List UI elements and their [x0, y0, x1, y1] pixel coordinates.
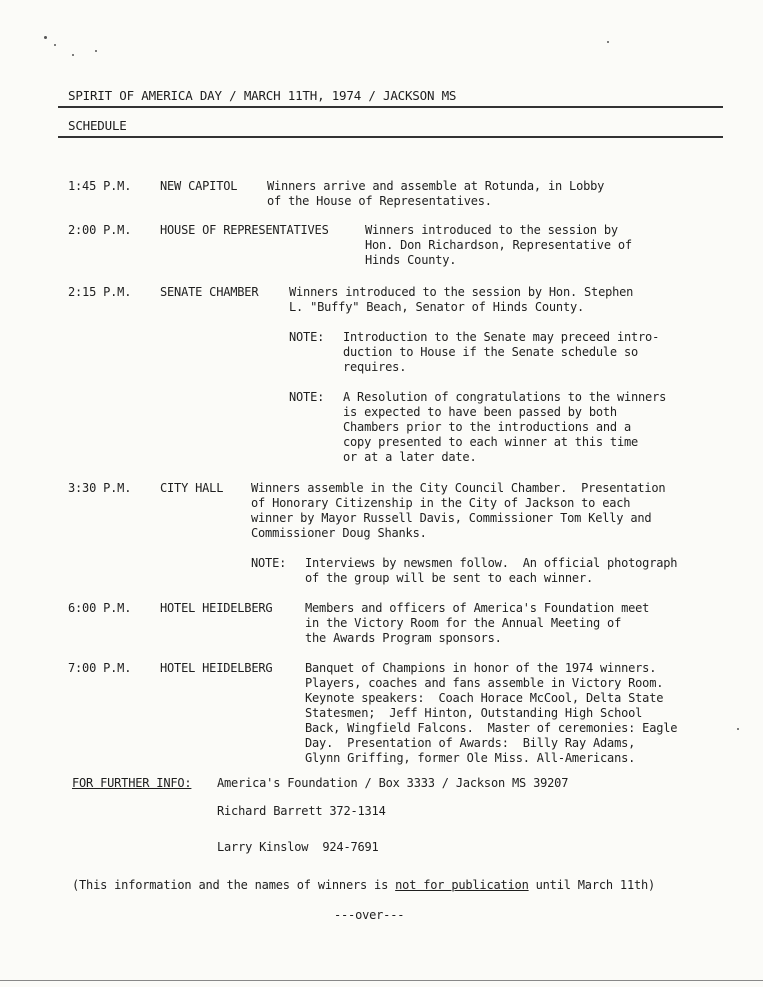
event-line: winner by Mayor Russell Davis, Commissioner Tom Kelly and — [251, 511, 652, 525]
event-place: NEW CAPITOL — [160, 179, 238, 193]
event-line: Back, Wingfield Falcons. Master of ceremonies: Eagle — [305, 721, 678, 735]
title-rule — [58, 106, 723, 108]
note-line: of the group will be sent to each winner. — [305, 571, 594, 585]
event-line: the Awards Program sponsors. — [305, 631, 502, 645]
embargo-text: until March 11th) — [528, 878, 656, 892]
note-label: NOTE: — [289, 330, 325, 344]
event-line: Hon. Don Richardson, Representative of — [365, 238, 632, 252]
event-line: Banquet of Champions in honor of the 1974 winners. — [305, 661, 657, 675]
event-line: of the House of Representatives. — [267, 194, 492, 208]
event-line: Statesmen; Jeff Hinton, Outstanding High School — [305, 706, 643, 720]
further-info-label: FOR FURTHER INFO: — [72, 776, 192, 790]
event-line: of Honorary Citizenship in the City of Jackson to each — [251, 496, 631, 510]
event-place: HOUSE OF REPRESENTATIVES — [160, 223, 329, 237]
scan-speck — [44, 36, 47, 39]
note-line: Introduction to the Senate may preceed intro- — [343, 330, 660, 344]
event-line: Commissioner Doug Shanks. — [251, 526, 427, 540]
event-line: in the Victory Room for the Annual Meeting of — [305, 616, 622, 630]
event-line: Keynote speakers: Coach Horace McCool, Delta State — [305, 691, 664, 705]
scan-speck — [737, 728, 739, 730]
note-label: NOTE: — [289, 390, 325, 404]
embargo-text: (This information and the names of winners is — [72, 878, 396, 892]
event-time: 7:00 P.M. — [68, 661, 132, 675]
event-line: Winners introduced to the session by — [365, 223, 618, 237]
event-line: Members and officers of America's Foundation meet — [305, 601, 650, 615]
event-place: CITY HALL — [160, 481, 224, 495]
event-line: Hinds County. — [365, 253, 457, 267]
page-bottom-edge — [0, 980, 763, 981]
over-marker: ---over--- — [334, 908, 405, 922]
note-line: or at a later date. — [343, 450, 477, 464]
event-line: Winners introduced to the session by Hon. Stephen — [289, 285, 634, 299]
event-line: Winners arrive and assemble at Rotunda, in Lobby — [267, 179, 605, 193]
scan-speck — [54, 44, 56, 46]
document-title: SPIRIT OF AMERICA DAY / MARCH 11TH, 1974 / JACKSON MS — [68, 88, 457, 103]
event-time: 1:45 P.M. — [68, 179, 132, 193]
note-line: duction to House if the Senate schedule so — [343, 345, 639, 359]
note-line: A Resolution of congratulations to the winners — [343, 390, 667, 404]
event-time: 6:00 P.M. — [68, 601, 132, 615]
event-line: Winners assemble in the City Council Chamber. Presentation — [251, 481, 666, 495]
event-line: L. "Buffy" Beach, Senator of Hinds County. — [289, 300, 585, 314]
section-heading: SCHEDULE — [68, 118, 127, 133]
event-place: SENATE CHAMBER — [160, 285, 259, 299]
note-label: NOTE: — [251, 556, 287, 570]
event-line: Players, coaches and fans assemble in Victory Room. — [305, 676, 664, 690]
note-line: requires. — [343, 360, 407, 374]
event-place: HOTEL HEIDELBERG — [160, 601, 273, 615]
contact-line: Richard Barrett 372-1314 — [217, 804, 386, 818]
event-time: 3:30 P.M. — [68, 481, 132, 495]
note-line: Interviews by newsmen follow. An official photograph — [305, 556, 678, 570]
event-place: HOTEL HEIDELBERG — [160, 661, 273, 675]
embargo-emphasis: not for publication — [395, 878, 529, 892]
further-info-text: America's Foundation / Box 3333 / Jackson MS 39207 — [217, 776, 569, 790]
note-line: copy presented to each winner at this time — [343, 435, 639, 449]
section-rule — [58, 136, 723, 138]
event-time: 2:15 P.M. — [68, 285, 132, 299]
scan-speck — [607, 41, 609, 43]
event-line: Glynn Griffing, former Ole Miss. All-Americans. — [305, 751, 636, 765]
event-line: Day. Presentation of Awards: Billy Ray Adams, — [305, 736, 636, 750]
event-time: 2:00 P.M. — [68, 223, 132, 237]
scan-speck — [72, 54, 74, 56]
scan-speck — [95, 50, 97, 52]
note-line: is expected to have been passed by both — [343, 405, 617, 419]
contact-line: Larry Kinslow 924-7691 — [217, 840, 379, 854]
note-line: Chambers prior to the introductions and a — [343, 420, 632, 434]
embargo-notice — [72, 878, 655, 892]
